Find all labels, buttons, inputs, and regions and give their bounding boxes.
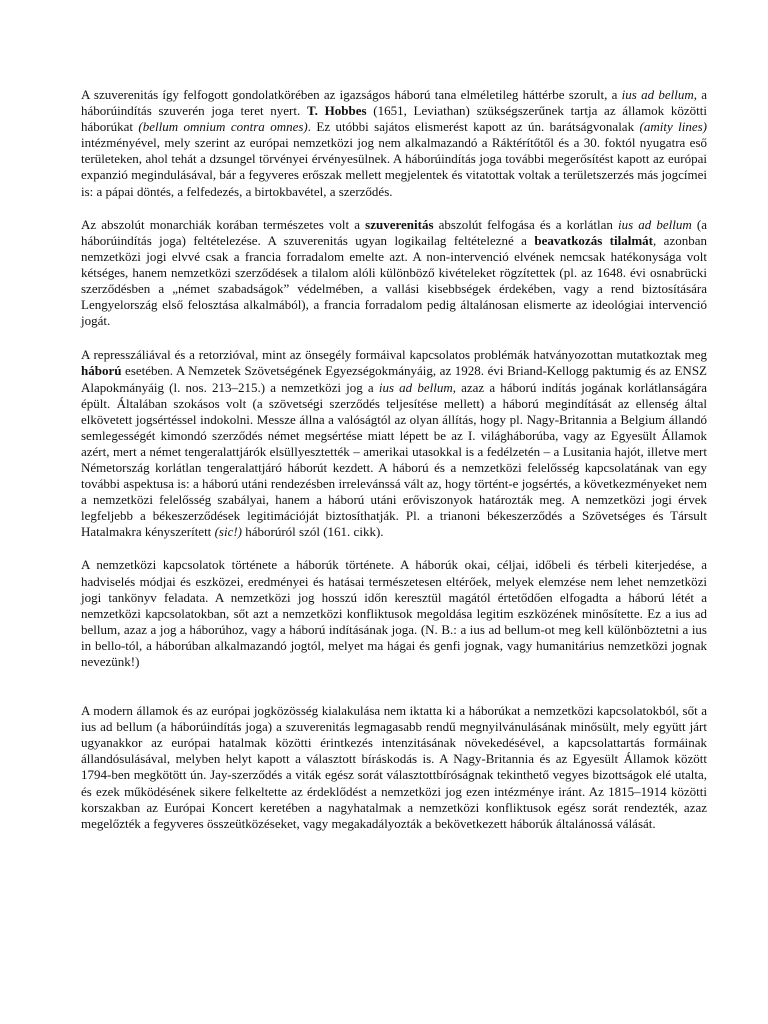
text-run: abszolút felfogása és a korlátlan <box>433 216 618 232</box>
italic-term: (bellum omnium contra omnes) <box>138 119 308 135</box>
paragraph <box>81 87 707 200</box>
italic-term: ius ad bellum <box>618 216 692 232</box>
text-run: háborúról szól (161. cikk). <box>242 524 384 540</box>
paragraph <box>81 217 707 330</box>
italic-term: ius ad bellum <box>621 87 694 102</box>
bold-term: beavatkozás tilalmát <box>534 232 654 248</box>
text-run: , azonban nemzetközi jogi elvvé csak a francia forradalom emelte azt. A non-intervenció elvének nemcsak hatékonysága volt kétséges, hanem nemzetközi szerződések a tilalom alóli különböző kivételeket rögzítettek (pl. az 1648. évi osnabrücki szerződésben a „német szabadságok” védelmében, a vallási kisebbségek érdekében, vagy a rend biztosítására Lengyelország első felosztása alkalmából), a francia forradalom pedig általánosan elismerte az ideológiai intervenció jogát. <box>81 232 707 329</box>
paragraph <box>81 557 707 670</box>
text-run: A represszáliával és a retorzióval, mint az önsegély formáival kapcsolatos problémák hatványozottan mutatkoztak meg <box>81 347 707 363</box>
text-run: (a háborúindítás joga) feltételezése. A szuverenitás ugyan logikailag feltételezné a <box>81 216 708 248</box>
text-run: esetében. A Nemzetek Szövetségének Egyezségokmányáig, az 1928. évi Briand-Kellogg paktumig és az ENSZ Alapokmányáig (l. nos. 213–215.) a nemzetközi jog a <box>81 363 707 395</box>
italic-term: (amity lines) <box>639 119 708 135</box>
text-run: A szuverenitás így felfogott gondolatkörében az igazságos háború tana elméletileg háttérbe szorult, a <box>81 87 622 102</box>
document-page <box>81 87 707 832</box>
italic-term: ius ad bellum <box>378 379 453 395</box>
italic-term: (sic!) <box>214 524 242 540</box>
bold-term: háború <box>81 363 122 379</box>
text-run: A modern államok és az európai jogközösség kialakulása nem iktatta ki a háborúkat a nemzetközi kapcsolatokból, sőt a ius ad bellum (a háborúindítás joga) a szuverenitás legmagasabb rendű megnyilvánulásának minősült, mely együtt járt ugyanakkor az európai hatalmak közötti érintkezés intenzitásának növekedésével, a kapcsolattartás formáinak állandósulásával, melyben helyt kapott a választott bíráskodás is. A Nagy-Britannia és az Egyesült Államok között 1794-ben megkötött ún. Jay-szerződés a viták egész sorát választottbíróságnak tekinthető vegyes bizottságok elé utalta, és ezek működésének sikere felkeltette az érdeklődést a nemzetközi jog ezen intézménye iránt. Az 1815–1914 közötti korszakban az Európai Koncert keretében a nagyhatalmak a nemzetközi konfliktusok egész sorát rendezték, azaz megelőzték a fegyveres összeütközéseket, vagy megakadályozták a bekövetkezett háborúk általánossá válását. <box>81 703 707 831</box>
text-run: A nemzetközi kapcsolatok története a háborúk története. A háborúk okai, céljai, időbeli és térbeli kiterjedése, a hadviselés módjai és eszközei, eredményei és hatásai természetesen eltérőek, melyek elemzése nem lehet nemzetközi jogi tankönyv feladata. A nemzetközi jog hosszú időn keresztül magától értetődően elfogadta a háború létét a nemzetközi kapcsolatokban, sőt azt a nemzetközi konfliktusok megoldása legitim eszközének minősítette. Ez a ius ad bellum, azaz a jog a háborúhoz, vagy a háború indításának joga. (N. B.: a ius ad bellum-ot meg kell különböztetni a ius in bello-tól, a háborúban alkalmazandó jogtól, melyet ma hágai és genfi jognak, vagy humanitárius nemzetközi jognak nevezünk!) <box>81 557 707 669</box>
bold-term: szuverenitás <box>365 216 434 232</box>
text-run: , azaz a háború indítás jogának korlátlanságára épült. Általában szokásos volt (a szövetségi szerződés teljesítése mellett) a háború megindítását az ellenség által elkövetett jogsértéssel indokolni. Messze állna a valóságtól az olyan állítás, hogy pl. Nagy-Britannia a Belgium állandó semlegességét kimondó szerződés német megsértése miatt lépett be az I. világháborúba, vagy az Egyesült Államok azért, mert a német tengeralattjárók elsüllyesztették – amerikai utasokkal is a fedélzetén – a Lusitania hajót, illetve mert Németország korlátlan tengeralattjáró háborút kezdett. A háború és a nemzetközi felelősség kapcsolatának van egy további aspektusa is: a háború utáni rendezésben irrelevánssá vált az, hogy történt-e jogsértés, a következményeket nem a nemzetközi felelősség szabályai, hanem a háború utáni erőviszonyok határozták meg. A nemzetközi jogi érvek legfeljebb a békeszerződések legitimációját biztosíthatják. Pl. a trianoni békeszerződés a Szövetséges és Társult Hatalmakra kényszerített <box>81 379 707 540</box>
paragraph <box>81 347 707 540</box>
text-run: Az abszolút monarchiák korában természetes volt a <box>81 216 366 232</box>
paragraph <box>81 703 707 832</box>
text-run: intézményével, mely szerint az európai nemzetközi jog nem alkalmazandó a Ráktérítőtől és a 30. foktól nyugatra eső területeken, ahol tehát a dzsungel törvényei érvényesülnek. A háborúindítás joga további megerősítést kapott az európai expanzió megindulásával, bár a fegyveres erőszak mellett megjelentek és vitatottak voltak a területszerzés más jogcímei is: a pápai döntés, a felfedezés, a birtokbavétel, a szerződés. <box>81 135 707 199</box>
bold-term: T. Hobbes <box>306 103 367 119</box>
text-run: , a háborúindítás szuverén joga teret nyert. <box>81 87 707 119</box>
text-run: (1651, Leviathan) szükségszerűnek tartja az államok közötti háborúkat <box>81 103 708 135</box>
text-run: . Ez utóbbi sajátos elismerést kapott az ún. barátságvonalak <box>307 119 640 135</box>
